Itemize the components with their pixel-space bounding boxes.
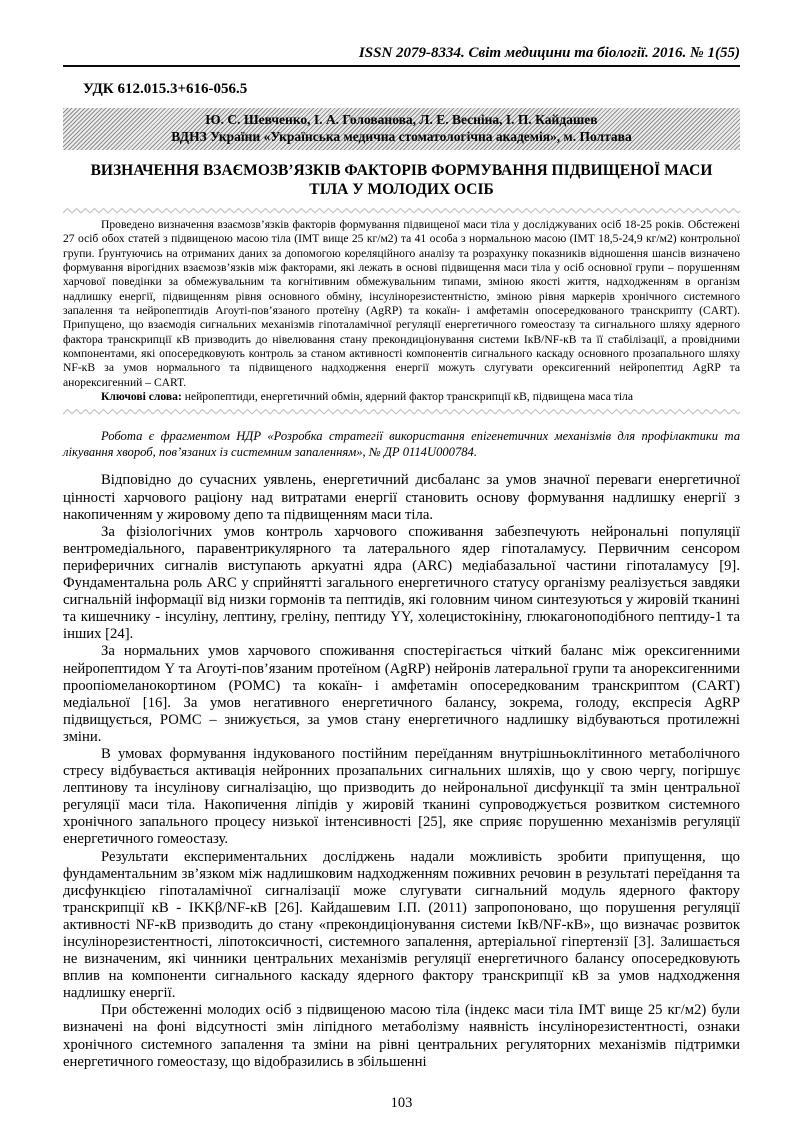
body-paragraph: Відповідно до сучасних уявлень, енергетичний дисбаланс за умов значної переваги енергетичної цінності харчового раціону над витратами енергії становить основу формування надлишку енергії з накопиченням у жировому депо та підвищенням маси тіла. xyxy=(63,472,740,523)
udc-code: УДК 612.015.3+616-056.5 xyxy=(83,81,248,97)
body-paragraph: За нормальних умов харчового споживання спостерігається чіткий баланс між орексигенними нейропептидом Y та Агоуті-пов’язаним протеїном (AgRP) нейронів латеральної групи та анорексигенними проопіомеланокортином (РОМС) та кокаїн- і амфетамін опосередкованим транскриптом (CART) медіальної [16]. За умов негативного енергетичного балансу, зокрема, голоду, експресія AgRP підвищується, РОМС – знижується, за умов стану енергетичного надлишку відбуваються протилежні зміни. xyxy=(63,643,740,745)
keywords-line xyxy=(63,390,740,404)
journal-issn-header: ISSN 2079-8334. Світ медицини та біології. 2016. № 1(55) xyxy=(358,45,740,61)
keywords-label: Ключові слова: xyxy=(101,390,182,404)
page-number: 103 xyxy=(390,1094,413,1111)
affiliation-line: ВДНЗ України «Українська медична стоматологічна академія», м. Полтава xyxy=(171,128,632,144)
body-paragraph: При обстеженні молодих осіб з підвищеною масою тіла (індекс маси тіла ІМТ вище 25 кг/м2) були визначені на фоні відсутності змін ліпідного метаболізму наявність інсулінорезистентності, ознаки хронічного системного запалення та зміни на рівні центральних регуляторних механізмів підтримки енергетичного гомеостазу, що відобразились в збільшенні xyxy=(63,1002,740,1070)
body-paragraph: Результати експериментальних досліджень надали можливість зробити припущення, що фундаментальним зв’язком між надлишковим надходженням поживних речовин в результаті переїдання та дисфункцією гіпоталамічної сигналізації може слугувати сигнальний модуль ядерного фактору транскрипції кВ - IKKβ/NF-кВ [26]. Кайдашевим І.П. (2011) запропоновано, що порушення регуляції активності NF-кВ призводить до стану «прекондиціонування системи ІкВ/NF-кВ», що визначає розвиток інсулінорезистентності, ліпотоксичності, системного запалення, артеріальної гіпертензії [3]. Залишається не визначеним, які чинники центральних механізмів регуляції енергетичного балансу опосередковують вплив на компоненти сигнального каскаду ядерного фактору транскрипції кВ за умов надходження надлишку енергії. xyxy=(63,848,740,1002)
authors-banner xyxy=(63,108,740,150)
body-paragraph: За фізіологічних умов контроль харчового споживання забезпечують нейрональні популяції вентромедіального, паравентрикулярного та латерального ядер гіпоталамусу. Первичним сенсором периферичних сигналів виступають аркуатні ядра (ARC) медіабазальної частини гіпоталамусу [9]. Фундаментальна роль ARC у сприйнятті загального енергетичного статусу організму реалізується завдяки сигнальній інформації від низки гормонів та пептидів, які головним чином синтезуються у жировій тканині та кишечнику - інсуліну, лептину, греліну, пептиду YY, холецистокініну, глюкагоноподібного пептиду-1 та інших [24]. xyxy=(63,523,740,643)
zigzag-separator-bottom xyxy=(63,407,740,416)
abstract-block xyxy=(63,218,740,404)
authors-line: Ю. С. Шевченко, І. А. Голованова, Л. Е. Весніна, І. П. Кайдашев xyxy=(205,112,598,127)
keywords-text: нейропептиди, енергетичний обмін, ядерний фактор транскрипції кВ, підвищена маса тіла xyxy=(181,390,633,404)
funding-note: Робота є фрагментом НДР «Розробка стратегії використання епігенетичних механізмів для профілактики та лікування хвороб, пов’язаних із системним запаленням», № ДР 0114U000784. xyxy=(63,429,740,459)
zigzag-separator-top xyxy=(63,206,740,215)
article-title: ВИЗНАЧЕННЯ ВЗАЄМОЗВ’ЯЗКІВ ФАКТОРІВ ФОРМУВАННЯ ПІДВИЩЕНОЇ МАСИ ТІЛА У МОЛОДИХ ОСІБ xyxy=(90,162,713,198)
article-body xyxy=(63,472,740,1070)
body-paragraph: В умовах формування індукованого постійним переїданням внутрішньоклітинного метаболічного стресу відбувається активація нейронних прозапальних сигнальних шляхів, що у свою чергу, погіршує лептинову та інсулінову сигналізацію, що призводить до нейрональної дисфункції та змін центральної регуляції маси тіла. Накопичення ліпідів у жировій тканині супроводжується розвитком системного хронічного запального процесу низької інтенсивності [25], яке сприяє порушенню механізмів регуляції енергетичного гомеостазу. xyxy=(63,745,740,848)
abstract-text: Проведено визначення взаємозв’язків факторів формування підвищеної маси тіла у досліджуваних осіб 18-25 років. Обстежені 27 осіб обох статей з підвищеною масою тіла (ІМТ вище 25 кг/м2) та 41 особа з нормальною масою (ІМТ 18,5-24,9 кг/м2) контрольної групи. Ґрунтуючись на отриманих даних за допомогою кореляційного аналізу та розрахунку показників відношення шансів визначено формування вірогідних взаємозв’язків між факторами, які лежать в основі підвищення маси тіла у осіб основної групи – порушенням харчової поведінки за обмежувальним та когнітивним обмежувальним типами, зміною якості життя, надходженням в організм надлишку енергії, підвищенням рівня основного обміну, інсулінорезистентністю, зміною рівня маркерів хронічного системного запалення та нейропептидів Агоуті-пов’язаного протеїну (AgRP) та кокаїн- і амфетамін опосередкованого транскрипту (CART). Припущено, що взаємодія сигнальних механізмів гіпоталамічної регуляції енергетичного гомеостазу та сигнального шляху ядерного фактора транскрипції кВ призводить до нівелювання стану прекондиціонування системи ІкВ/NF-кВ та її стабілізації, а провідними компонентами, які опосередковують контроль за станом активності компонентів сигнального каскаду основного прозапального шляху NF-кВ за умов нормального та підвищеного надходження енергії можуть слугувати орексигенний нейропептид AgRP та анорексигенний – CART. xyxy=(63,218,740,389)
header-rule xyxy=(63,65,740,67)
